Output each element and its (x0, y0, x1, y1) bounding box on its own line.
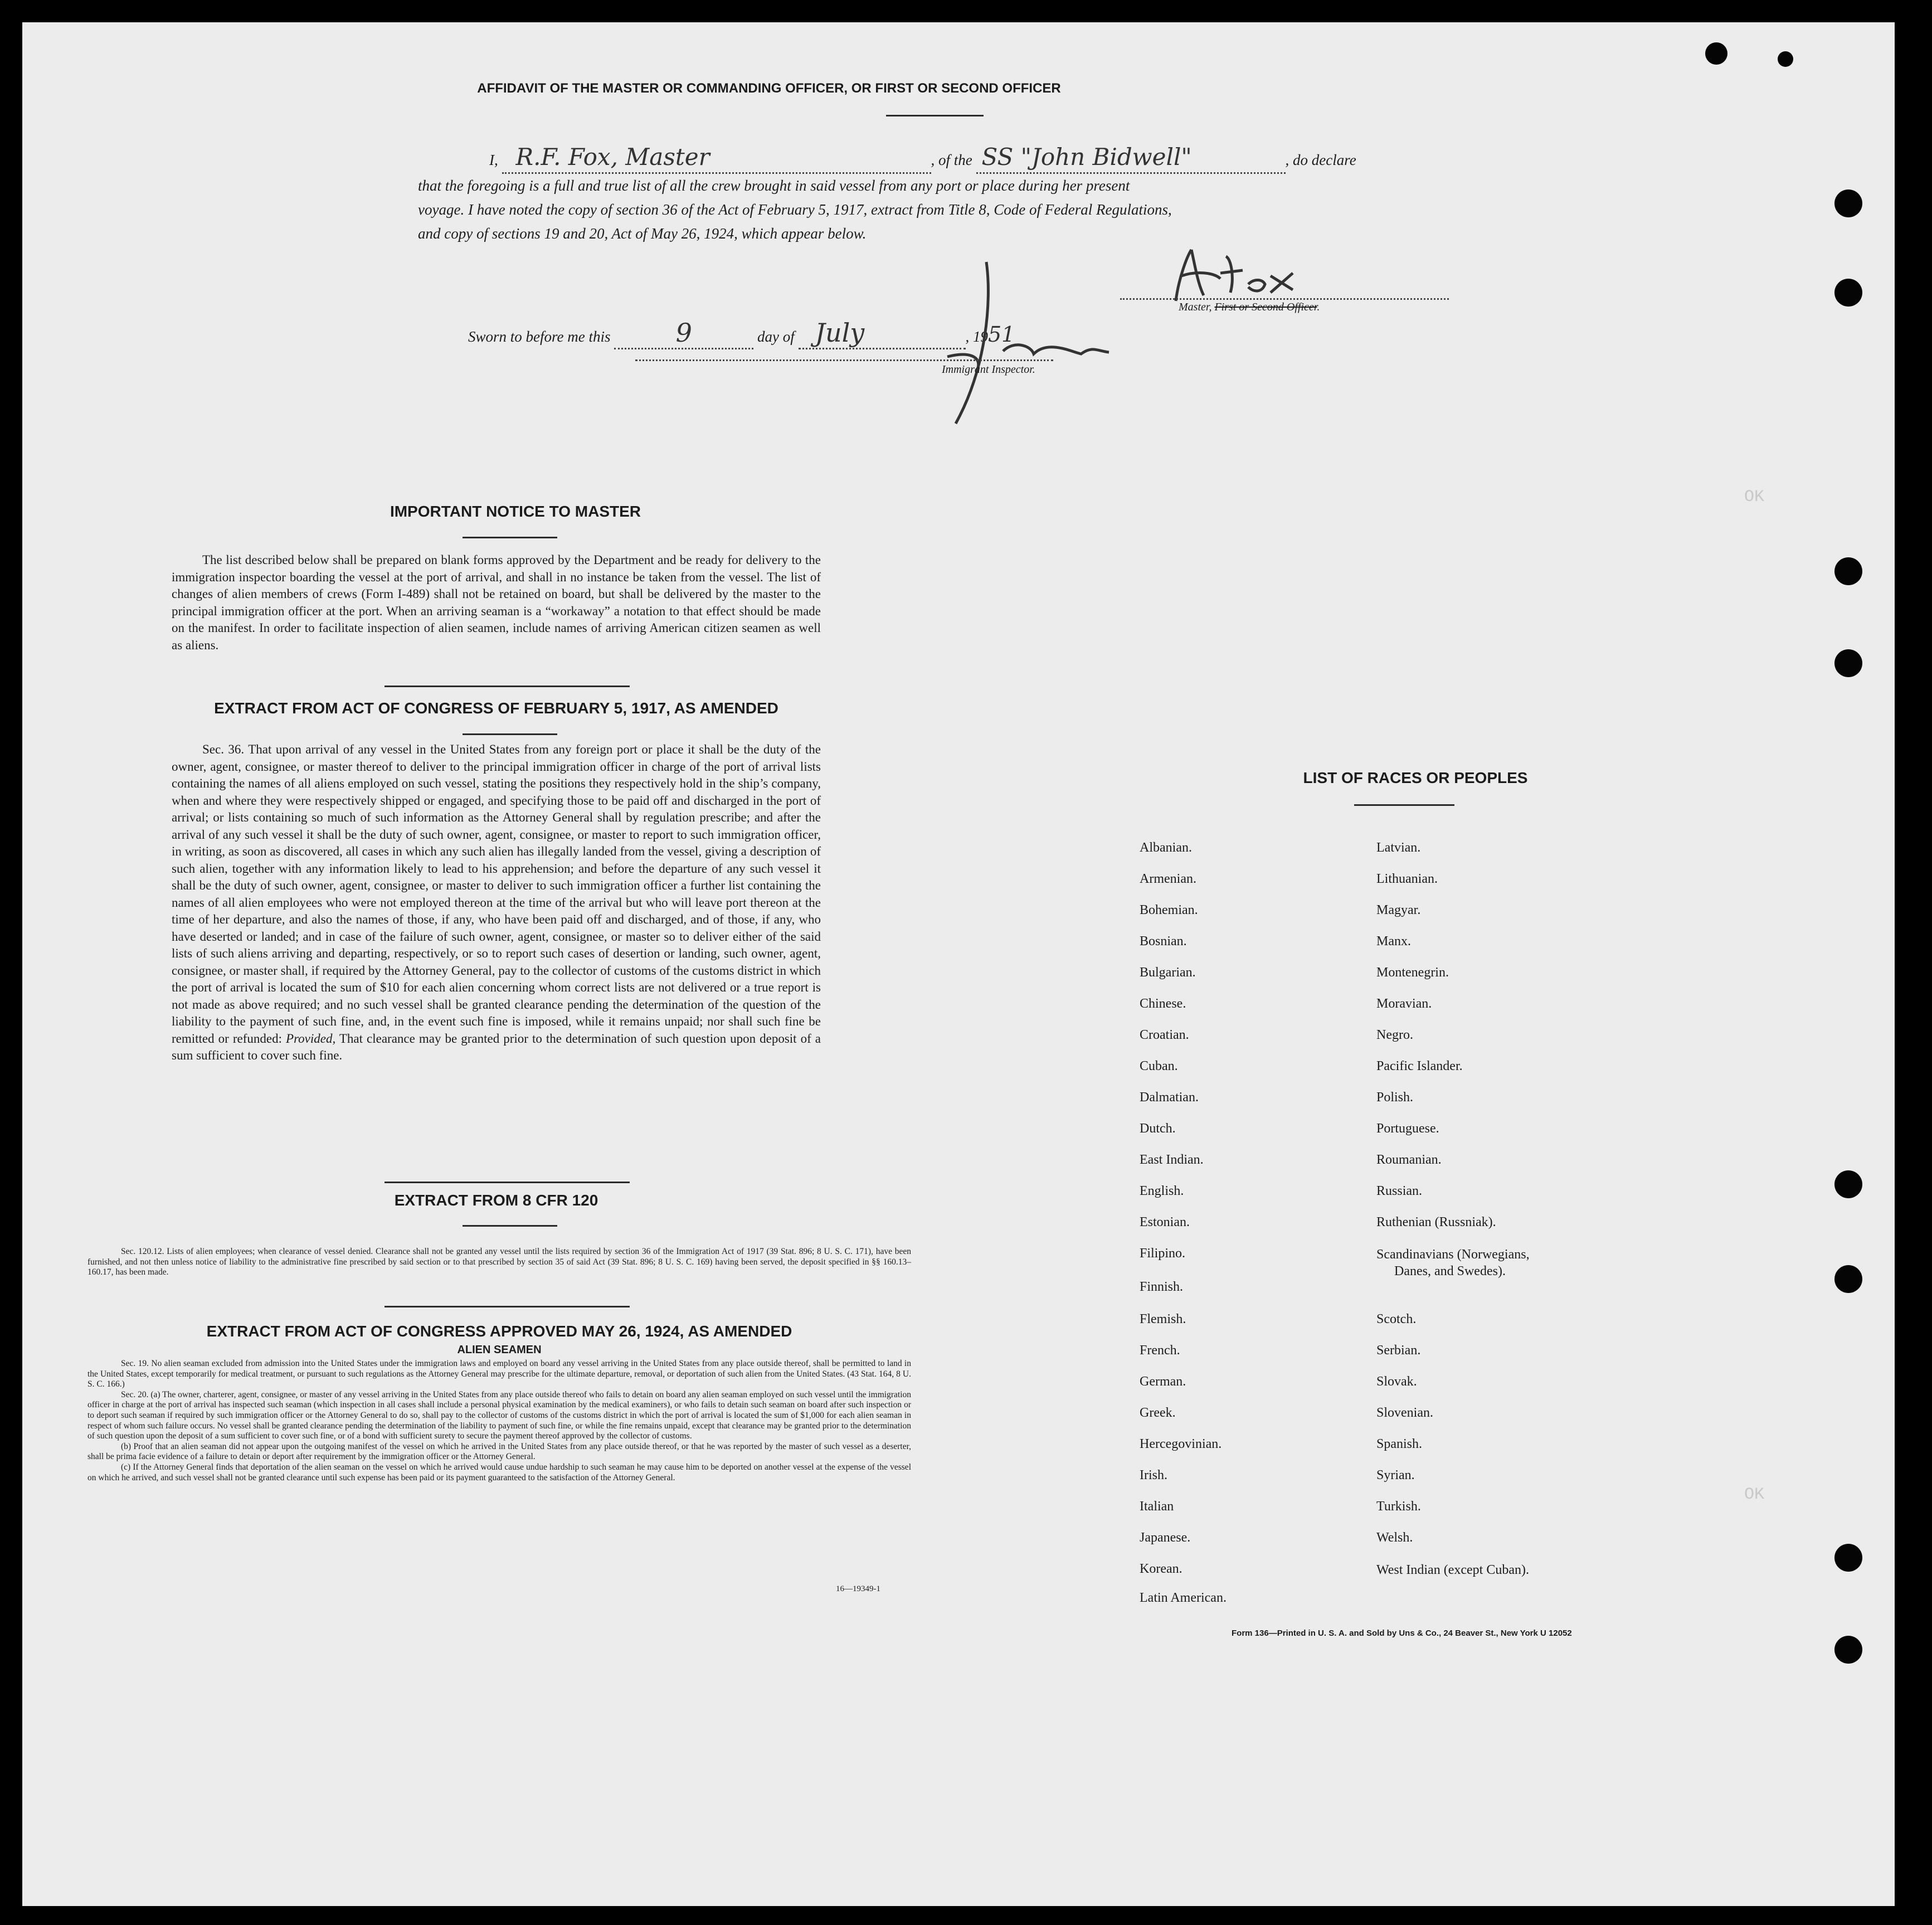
cfr-rule (463, 1225, 557, 1227)
race-item: Danes, and Swedes). (1394, 1264, 1506, 1279)
inspector-signature-line (635, 359, 1053, 361)
race-item: Portuguese. (1376, 1121, 1439, 1136)
race-item: Dalmatian. (1140, 1090, 1199, 1105)
punch-hole (1834, 1636, 1862, 1664)
race-item: Turkish. (1376, 1499, 1421, 1514)
race-item: Scotch. (1376, 1312, 1417, 1326)
race-item: Russian. (1376, 1184, 1423, 1198)
notice-title: IMPORTANT NOTICE TO MASTER (390, 503, 641, 520)
affidavit-block (418, 145, 1482, 246)
punch-hole (1834, 279, 1862, 307)
race-item: Serbian. (1376, 1343, 1421, 1358)
extract-1917-rule (463, 733, 557, 735)
bleed-through-mark: OK (1744, 488, 1765, 507)
race-item: Dutch. (1140, 1121, 1176, 1136)
inspector-caption: Immigrant Inspector. (942, 363, 1035, 376)
race-item: Italian (1140, 1499, 1174, 1514)
notice-end-rule (385, 686, 630, 687)
race-item: German. (1140, 1374, 1186, 1389)
printer-line: Form 136—Printed in U. S. A. and Sold by Uns & Co., 24 Beaver St., New York U 12052 (1232, 1629, 1572, 1638)
sec19-text: Sec. 19. No alien seaman excluded from admission into the United States under the immigration laws and employed on board any vessel arriving in the United States from any place outside thereof, shall be permitted to land in the United States, except temporarily for medical treatment, or pursuant to such regulations as the Attorney General may prescribe for the ultimate departure, removal, or deportation of such alien from the United States. (43 Stat. 164, 8 U. S. C. 166.) (87, 1359, 911, 1389)
punch-hole (1705, 42, 1727, 65)
race-item: Bosnian. (1140, 934, 1187, 949)
extract-1924-subtitle: ALIEN SEAMEN (457, 1344, 542, 1356)
punch-hole (1834, 1544, 1862, 1572)
race-item: Magyar. (1376, 903, 1421, 917)
race-item: Ruthenian (Russniak). (1376, 1215, 1496, 1229)
race-item: Irish. (1140, 1468, 1167, 1482)
sworn-day-field (614, 318, 753, 349)
race-item: Hercegovinian. (1140, 1437, 1222, 1451)
race-item: Pacific Islander. (1376, 1059, 1463, 1073)
race-item: West Indian (except Cuban). (1376, 1563, 1529, 1577)
sworn-line: Sworn to before me this 9 day of July , 1951 (468, 318, 1015, 349)
vessel-name-handwritten: SS "John Bidwell" (981, 143, 1192, 171)
punch-hole (1834, 189, 1862, 217)
race-item: Latin American. (1140, 1591, 1227, 1605)
race-item: East Indian. (1140, 1153, 1204, 1167)
notice-text: The list described below shall be prepared on blank forms approved by the Department and be ready for delivery to the immigration inspector boarding the vessel at the port of arrival, and shall in no instance be taken from the vessel. The list of changes of alien members of crews (Form I-489) shall not be retained on board, but shall be delivered by the master to the principal immigration officer at the port. When an arriving seaman is a “workaway” a notation to that effect should be made on the manifest. In order to facilitate inspection of alien seamen, include names of arriving American citizen seamen as well as aliens. (172, 553, 821, 652)
bleed-through-mark: OK (1744, 1485, 1765, 1504)
form-number: 16—19349-1 (836, 1584, 880, 1593)
master-name-handwritten: R.F. Fox, Master (515, 143, 710, 171)
sworn-year-handwritten: 51 (988, 322, 1015, 347)
race-item: Spanish. (1376, 1437, 1423, 1451)
race-item: Bulgarian. (1140, 965, 1196, 980)
race-item: French. (1140, 1343, 1180, 1358)
race-item: Filipino. (1140, 1246, 1186, 1261)
race-item: Croatian. (1140, 1028, 1189, 1042)
race-item: Armenian. (1140, 872, 1196, 886)
inspector-signature (903, 256, 1137, 438)
sec20a-text: Sec. 20. (a) The owner, charterer, agent, consignee, or master of any vessel arriving in the United States from any place outside thereof who fails to detain on board any alien seaman employed on such vessel until the immigration officer in charge at the port of arrival has inspected such seaman (which inspection in all cases shall include a personal physical examination by the medical examiners), or who fails to detain such seaman on board after such inspection or to deport such seaman if required by such immigration officer or the Attorney General to do so, shall pay to the collector of customs of the customs district in which the port of arrival is located the sum of $1,000 for each alien seaman in respect of whom such failure occurs. No vessel shall be granted clearance pending the determination of the liability to payment of such fine, or while the fine remains unpaid, except that clearance may be granted prior to the determination of such question upon the deposit of a sum sufficient to cover such fine, or of a bond with sufficient surety to secure the payment thereof approved by the collector of customs. (87, 1389, 912, 1441)
race-item: Albanian. (1140, 840, 1192, 855)
race-item: Latvian. (1376, 840, 1421, 855)
affidavit-title: AFFIDAVIT OF THE MASTER OR COMMANDING OFFICER, OR FIRST OR SECOND OFFICER (477, 81, 1061, 96)
affidavit-line-4: and copy of sections 19 and 20, Act of May 26, 1924, which appear below. (418, 225, 867, 242)
race-item: Montenegrin. (1376, 965, 1449, 980)
extract-1917-end-rule (385, 1182, 630, 1183)
master-name-field (502, 145, 931, 174)
sworn-day-handwritten: 9 (675, 318, 692, 348)
punch-hole (1834, 649, 1862, 677)
race-item: Moravian. (1376, 996, 1432, 1011)
extract-1917-text: Sec. 36. That upon arrival of any vessel in the United States from any foreign port or place it shall be the duty of the owner, agent, consignee, or master thereof to deliver to the principal immigration officer in charge of the port of arrival lists containing the names of all aliens employed on such vessel, stating the positions they respectively hold in the ship’s company, when and where they were respectively shipped or engaged, and specifying those to be paid off and discharged in the port of arrival; or lists containing so much of such information as the Attorney General shall by regulation prescribe; and after the arrival of any such vessel it shall be the duty of such owner, agent, consignee, or master to report to such immigration officer, in writing, as soon as discovered, all cases in which any such alien has illegally landed from the vessel, giving a description of such alien, together with any information likely to lead to his apprehension; and before the departure of any such vessel it shall be the duty of such owner, agent, consignee, or master to deliver to such immigration officer a further list containing the names of all alien employees who were not employed thereon at the time of the arrival but who will leave port thereon at the time of her departure, and also the names of those, if any, who have been paid off and discharged, and of those, if any, who have deserted or landed; and in case of the failure of such owner, agent, consignee, or master so to deliver either of the said lists of such aliens arriving and departing, respectively, or so to report such cases of desertion or landing, such owner, agent, consignee, or master shall, if required by the Attorney General, pay to the collector of customs of the customs district in which the port of arrival is located the sum of $10 for each alien concerning whom correct lists are not delivered or a true report is not made as above required; and no such vessel shall be granted clearance pending the determination of the question of the liability to the payment of such fine, and, in the event such fine is imposed, while it remains unpaid; nor shall such fine be remitted or refunded: Provided, That clearance may be granted prior to the determination of such question upon deposit of a sum sufficient to cover such fine. (172, 742, 821, 1062)
races-title: LIST OF RACES OR PEOPLES (1303, 769, 1528, 786)
notice-rule (463, 537, 557, 538)
cfr-end-rule (385, 1306, 630, 1307)
race-item: Syrian. (1376, 1468, 1415, 1482)
punch-hole (1834, 557, 1862, 585)
sec20b-text: (b) Proof that an alien seaman did not appear upon the outgoing manifest of the vessel on which he arrived in the United States from any place outside thereof, or that he was reported by the master of such vessel as a deserter, shall be prima facie evidence of a failure to detain or deport after requirement by the immigration officer or the Attorney General. (87, 1441, 911, 1462)
races-rule (1354, 804, 1454, 806)
race-item: Japanese. (1140, 1530, 1191, 1545)
race-item: Polish. (1376, 1090, 1414, 1105)
race-item: Korean. (1140, 1562, 1182, 1576)
race-item: Finnish. (1140, 1280, 1184, 1294)
vessel-name-field (976, 145, 1286, 174)
affidavit-line-2: that the foregoing is a full and true list of all the crew brought in said vessel from any port or place during her present (418, 177, 1130, 194)
master-signature-line (1120, 298, 1449, 300)
race-item: English. (1140, 1184, 1184, 1198)
affidavit-line-3: voyage. I have noted the copy of section 36 of the Act of February 5, 1917, extract from Title 8, Code of Federal Regulations, (418, 201, 1172, 218)
master-signature-drawing (1165, 245, 1349, 307)
extract-1924-body (87, 1359, 911, 1483)
title-rule (886, 115, 984, 116)
sworn-month-handwritten: July (815, 318, 865, 348)
cfr-text: Sec. 120.12. Lists of alien employees; when clearance of vessel denied. Clearance shall not be granted any vessel until the lists required by section 36 of the Immigration Act of 1917 (39 Stat. 896; 8 U. S. C. 171), have been furnished, and not then unless notice of liability to the administrative fine prescribed by said section or to that prescribed by section 35 of said Act (39 Stat. 896; 8 U. S. C. 169) having been served, the deposit specified in §§ 160.13–160.17, has been made. (87, 1247, 911, 1277)
race-item: Greek. (1140, 1406, 1176, 1420)
race-item: Slovak. (1376, 1374, 1417, 1389)
race-item: Flemish. (1140, 1312, 1186, 1326)
race-item: Welsh. (1376, 1530, 1413, 1545)
race-item: Negro. (1376, 1028, 1413, 1042)
race-item: Bohemian. (1140, 903, 1198, 917)
affidavit-line-1: I, R.F. Fox, Master , of the SS "John Bidwell" , do declare (418, 145, 1482, 174)
sec20c-text: (c) If the Attorney General finds that deportation of the alien seaman on the vessel on which he arrived would cause undue hardship to such seaman he may cause him to be deported on another vessel at the expense of the vessel on which he arrived, and such vessel shall not be granted clearance until such expense has been paid or its payment guaranteed to the satisfaction of the Attorney General. (87, 1462, 911, 1482)
race-item: Cuban. (1140, 1059, 1178, 1073)
race-item: Slovenian. (1376, 1406, 1433, 1420)
cfr-title: EXTRACT FROM 8 CFR 120 (394, 1192, 598, 1209)
form-page (22, 22, 1895, 1906)
extract-1917-title: EXTRACT FROM ACT OF CONGRESS OF FEBRUARY 5, 1917, AS AMENDED (214, 699, 778, 717)
race-item: Lithuanian. (1376, 872, 1438, 886)
race-item: Scandinavians (Norwegians, (1376, 1247, 1530, 1262)
extract-1924-title: EXTRACT FROM ACT OF CONGRESS APPROVED MAY 26, 1924, AS AMENDED (206, 1323, 792, 1340)
punch-hole (1834, 1170, 1862, 1198)
race-item: Estonian. (1140, 1215, 1190, 1229)
master-caption: Master, First or Second Officer. (1179, 301, 1320, 313)
punch-hole (1834, 1265, 1862, 1293)
race-item: Roumanian. (1376, 1153, 1442, 1167)
inspector-signature-drawing (903, 256, 1137, 435)
race-item: Chinese. (1140, 996, 1186, 1011)
race-item: Manx. (1376, 934, 1411, 949)
punch-hole (1778, 51, 1793, 67)
